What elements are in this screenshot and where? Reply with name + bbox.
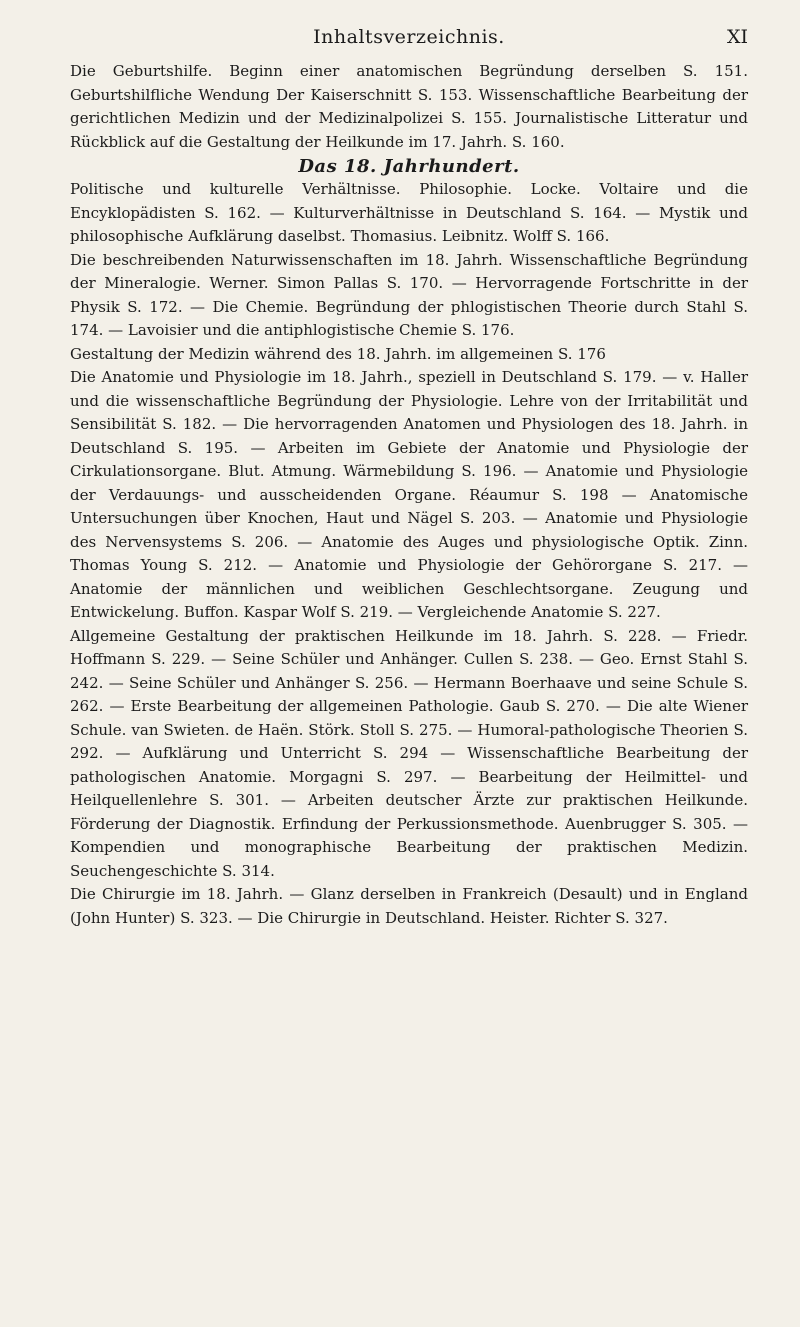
page-header [70, 20, 748, 60]
toc-entry: Gestaltung der Medizin während des 18. Jahrh. im allgemeinen S. 176 [70, 344, 606, 363]
toc-entry: Politische und kulturelle Verhältnisse. Philosophie. Locke. Voltaire und die Encyklopädisten S. 162. — Kulturverhältnisse in Deutschland S. 164. — Mystik und philosophische Aufklärung daselbst. Thomasius. Leibnitz. Wolff S. 166. [70, 180, 748, 245]
section-heading: Das 18. Jahrhundert. [298, 156, 520, 177]
page-title: Inhaltsverzeichnis. [313, 26, 505, 48]
page-number: XI [726, 26, 748, 48]
toc-entry: Allgemeine Gestaltung der praktischen Heilkunde im 18. Jahrh. S. 228. — Friedr. Hoffmann S. 229. — Seine Schüler und Anhänger. Cullen S. 238. — Geo. Ernst Stahl S. 242. — Seine Schüler und Anhänger S. 256. — Hermann Boerhaave und seine Schule S. 262. — Erste Bearbeitung der allgemeinen Pathologie. Gaub S. 270. — Die alte Wiener Schule. van Swieten. de Haën. Störk. Stoll S. 275. — Humoral-pathologische Theorien S. 292. — Aufklärung und Unterricht S. 294 — Wissenschaftliche Bearbeitung der pathologischen Anatomie. Morgagni S. 297. — Bearbeitung der Heilmittel- und Heilquellenlehre S. 301. — Arbeiten deutscher Ärzte zur praktischen Heilkunde. Förderung der Diagnostik. Erfindung der Perkussionsmethode. Auenbrugger S. 305. — Kompendien und monographische Bearbeitung der praktischen Medizin. Seuchengeschichte S. 314. [70, 626, 748, 880]
toc-entry: Die beschreibenden Naturwissenschaften im 18. Jahrh. Wissenschaftliche Begründung der Mineralogie. Werner. Simon Pallas S. 170. — Hervorragende Fortschritte in der Physik S. 172. — Die Chemie. Begründung der phlogistischen Theorie durch Stahl S. 174. — Lavoisier und die antiphlogistische Chemie S. 176. [70, 250, 748, 339]
toc-entry-intro: Die Geburtshilfe. Beginn einer anatomischen Begründung derselben S. 151. Geburtshilfliche Wendung Der Kaiserschnitt S. 153. Wissenschaftliche Bearbeitung der gerichtlichen Medizin und der Medizinalpolizei S. 155. Journalistische Litteratur und Rückblick auf die Gestaltung der Heilkunde im 17. Jahrh. S. 160. [70, 62, 748, 151]
toc-entry: Die Anatomie und Physiologie im 18. Jahrh., speziell in Deutschland S. 179. — v. Haller und die wissenschaftliche Begründung der Physiologie. Lehre von der Irritabilität und Sensibilität S. 182. — Die hervorragenden Anatomen und Physiologen des 18. Jahrh. in Deutschland S. 195. — Arbeiten im Gebiete der Anatomie und Physiologie der Cirkulationsorgane. Blut. Atmung. Wärmebildung S. 196. — Anatomie und Physiologie der Verdauungs- und ausscheidenden Organe. Réaumur S. 198 — Anatomische Untersuchungen über Knochen, Haut und Nägel S. 203. — Anatomie und Physiologie des Nervensystems S. 206. — Anatomie des Auges und physiologische Optik. Zinn. Thomas Young S. 212. — Anatomie und Physiologie der Gehörorgane S. 217. — Anatomie der männlichen und weiblichen Geschlechtsorgane. Zeugung und Entwickelung. Buffon. Kaspar Wolf S. 219. — Vergleichende Anatomie S. 227. [70, 368, 748, 621]
toc-entry: Die Chirurgie im 18. Jahrh. — Glanz derselben in Frankreich (Desault) und in England (John Hunter) S. 323. — Die Chirurgie in Deutschland. Heister. Richter S. 327. [70, 885, 748, 927]
